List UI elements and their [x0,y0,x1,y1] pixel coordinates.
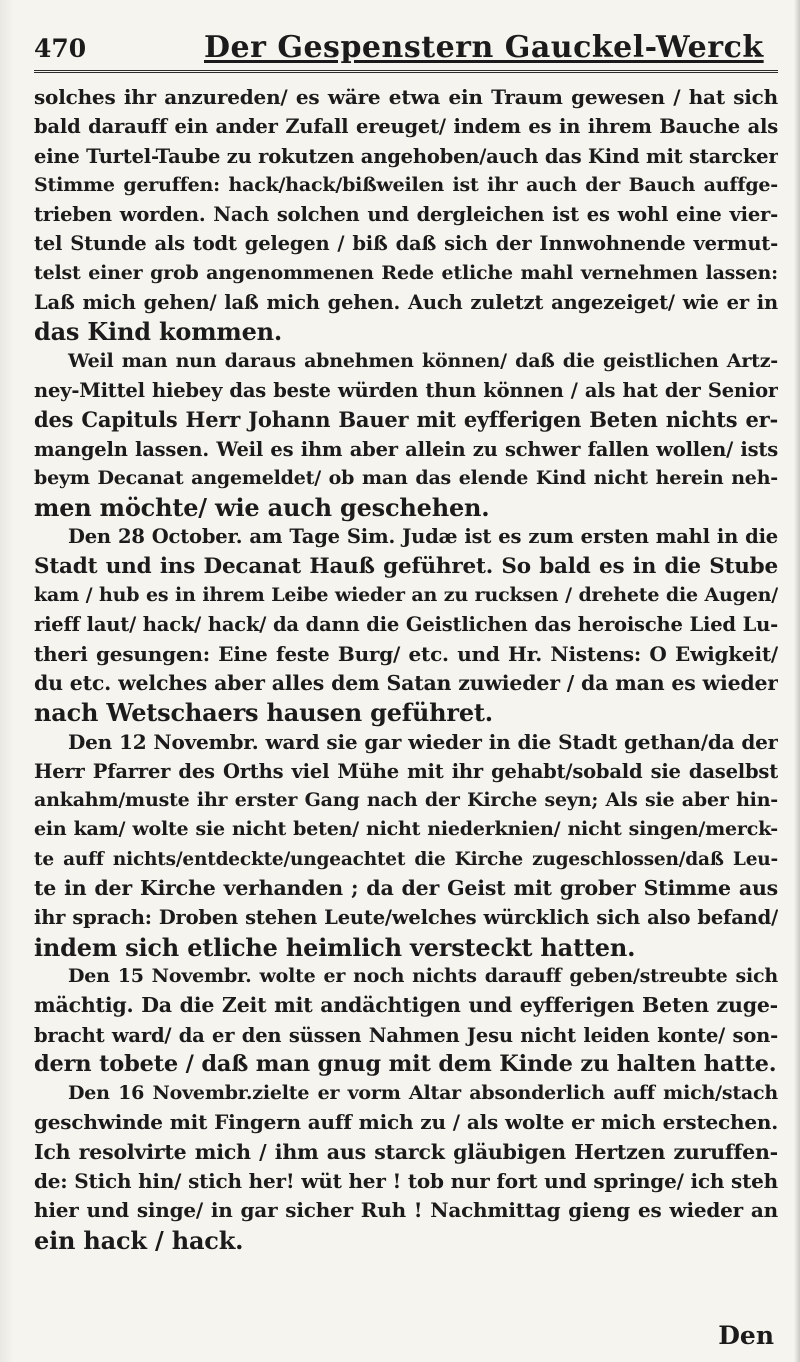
text-line: Den 12 Novembr. ward sie gar wieder in die Stadt gethan/da der [68,729,778,754]
running-title: Der Gespenstern Gauckel-Werck [204,30,764,65]
text-line: Stadt und ins Decanat Hauß geführet. So bald es in die Stube [34,553,778,579]
text-line: das Kind kommen. [34,317,283,347]
text-line: Den 16 Novembr.zielte er vorm Altar absonderlich auff mich/stach [68,1082,778,1105]
text-line: rieff laut/ hack/ hack/ da dann die Geistlichen das heroische Lied Lu- [34,613,778,637]
text-line: dern tobete / daß man gnug mit dem Kinde zu halten hatte. [34,1050,777,1077]
page-number: 470 [34,34,87,63]
page-edge-shadow [794,0,800,1362]
text-line: geschwinde mit Fingern auff mich zu / als wolte er mich erstechen. [34,1110,778,1135]
text-line: trieben worden. Nach solchen und dergleichen ist es wohl eine vier- [34,203,778,227]
text-line: beym Decanat angemeldet/ ob man das elende Kind nicht herein neh- [34,466,778,489]
text-line: bald darauff ein ander Zufall ereuget/ indem es in ihrem Bauche als [34,115,778,139]
text-line: Stimme geruffen: hack/hack/bißweilen ist ihr auch der Bauch auffge- [34,173,778,196]
text-line: te in der Kirche verhanden ; da der Geist mit grober Stimme aus [34,876,778,901]
text-line: mangeln lassen. Weil es ihm aber allein zu schwer fallen wollen/ ists [34,437,778,461]
text-line: te auff nichts/entdeckte/ungeachtet die Kirche zugeschlossen/daß Leu- [34,848,778,870]
text-line: Weil man nun daraus abnehmen können/ daß die geistlichen Artz- [68,349,778,372]
text-line: telst einer grob angenommenen Rede etliche mahl vernehmen lassen: [34,261,778,284]
text-line: ein kam/ wolte sie nicht beten/ nicht niederknien/ nicht singen/merck- [34,818,778,841]
text-line: Den 28 October. am Tage Sim. Judæ ist es zum ersten mahl in die [68,525,778,549]
text-line: Herr Pfarrer des Orths viel Mühe mit ihr gehabt/sobald sie daselbst [34,759,778,783]
text-line: bracht ward/ da er den süssen Nahmen Jesu nicht leiden konte/ son- [34,1023,778,1047]
page-header [34,30,778,73]
catchword: Den [718,1321,774,1350]
text-line: ney-Mittel hiebey das beste würden thun können / als hat der Senior [34,378,778,402]
text-line: tel Stunde als todt gelegen / biß daß sich der Innwohnende vermut- [34,232,778,256]
text-line: mächtig. Da die Zeit mit andächtigen und eyfferigen Beten zuge- [34,993,778,1018]
text-line: men möchte/ wie auch geschehen. [34,493,490,523]
body-text [34,83,778,1255]
text-line: Laß mich gehen/ laß mich gehen. Auch zuletzt angezeiget/ wie er in [34,291,778,315]
text-line: eine Turtel-Taube zu rokutzen angehoben/auch das Kind mit starcker [34,144,778,168]
text-line: Den 15 Novembr. wolte er noch nichts darauff geben/streubte sich [68,964,778,987]
text-line: solches ihr anzureden/ es wäre etwa ein Traum gewesen / hat sich [34,85,778,109]
text-line: des Capituls Herr Johann Bauer mit eyfferigen Beten nichts er- [34,407,778,433]
text-line: ankahm/muste ihr erster Gang nach der Kirche seyn; Als sie aber hin- [34,789,778,812]
text-line: nach Wetschaers hausen geführet. [34,698,493,728]
text-line: hier und singe/ in gar sicher Ruh ! Nachmittag gieng es wieder an [34,1198,778,1223]
text-line: Ich resolvirte mich / ihm aus starck gläubigen Hertzen zuruffen- [34,1139,778,1164]
text-line: du etc. welches aber alles dem Satan zuwieder / da man es wieder [34,670,778,695]
text-line: kam / hub es in ihrem Leibe wieder an zu rucksen / drehete die Augen/ [34,584,778,607]
text-line: de: Stich hin/ stich her! wüt her ! tob nur fort und springe/ ich steh [34,1168,778,1193]
text-line: ihr sprach: Droben stehen Leute/welches würcklich sich also befand/ [34,906,778,930]
text-line: ein hack / hack. [34,1225,244,1255]
text-line: theri gesungen: Eine feste Burg/ etc. und Hr. Nistens: O Ewigkeit/ [34,641,778,666]
text-line: indem sich etliche heimlich versteckt hatten. [34,932,636,962]
